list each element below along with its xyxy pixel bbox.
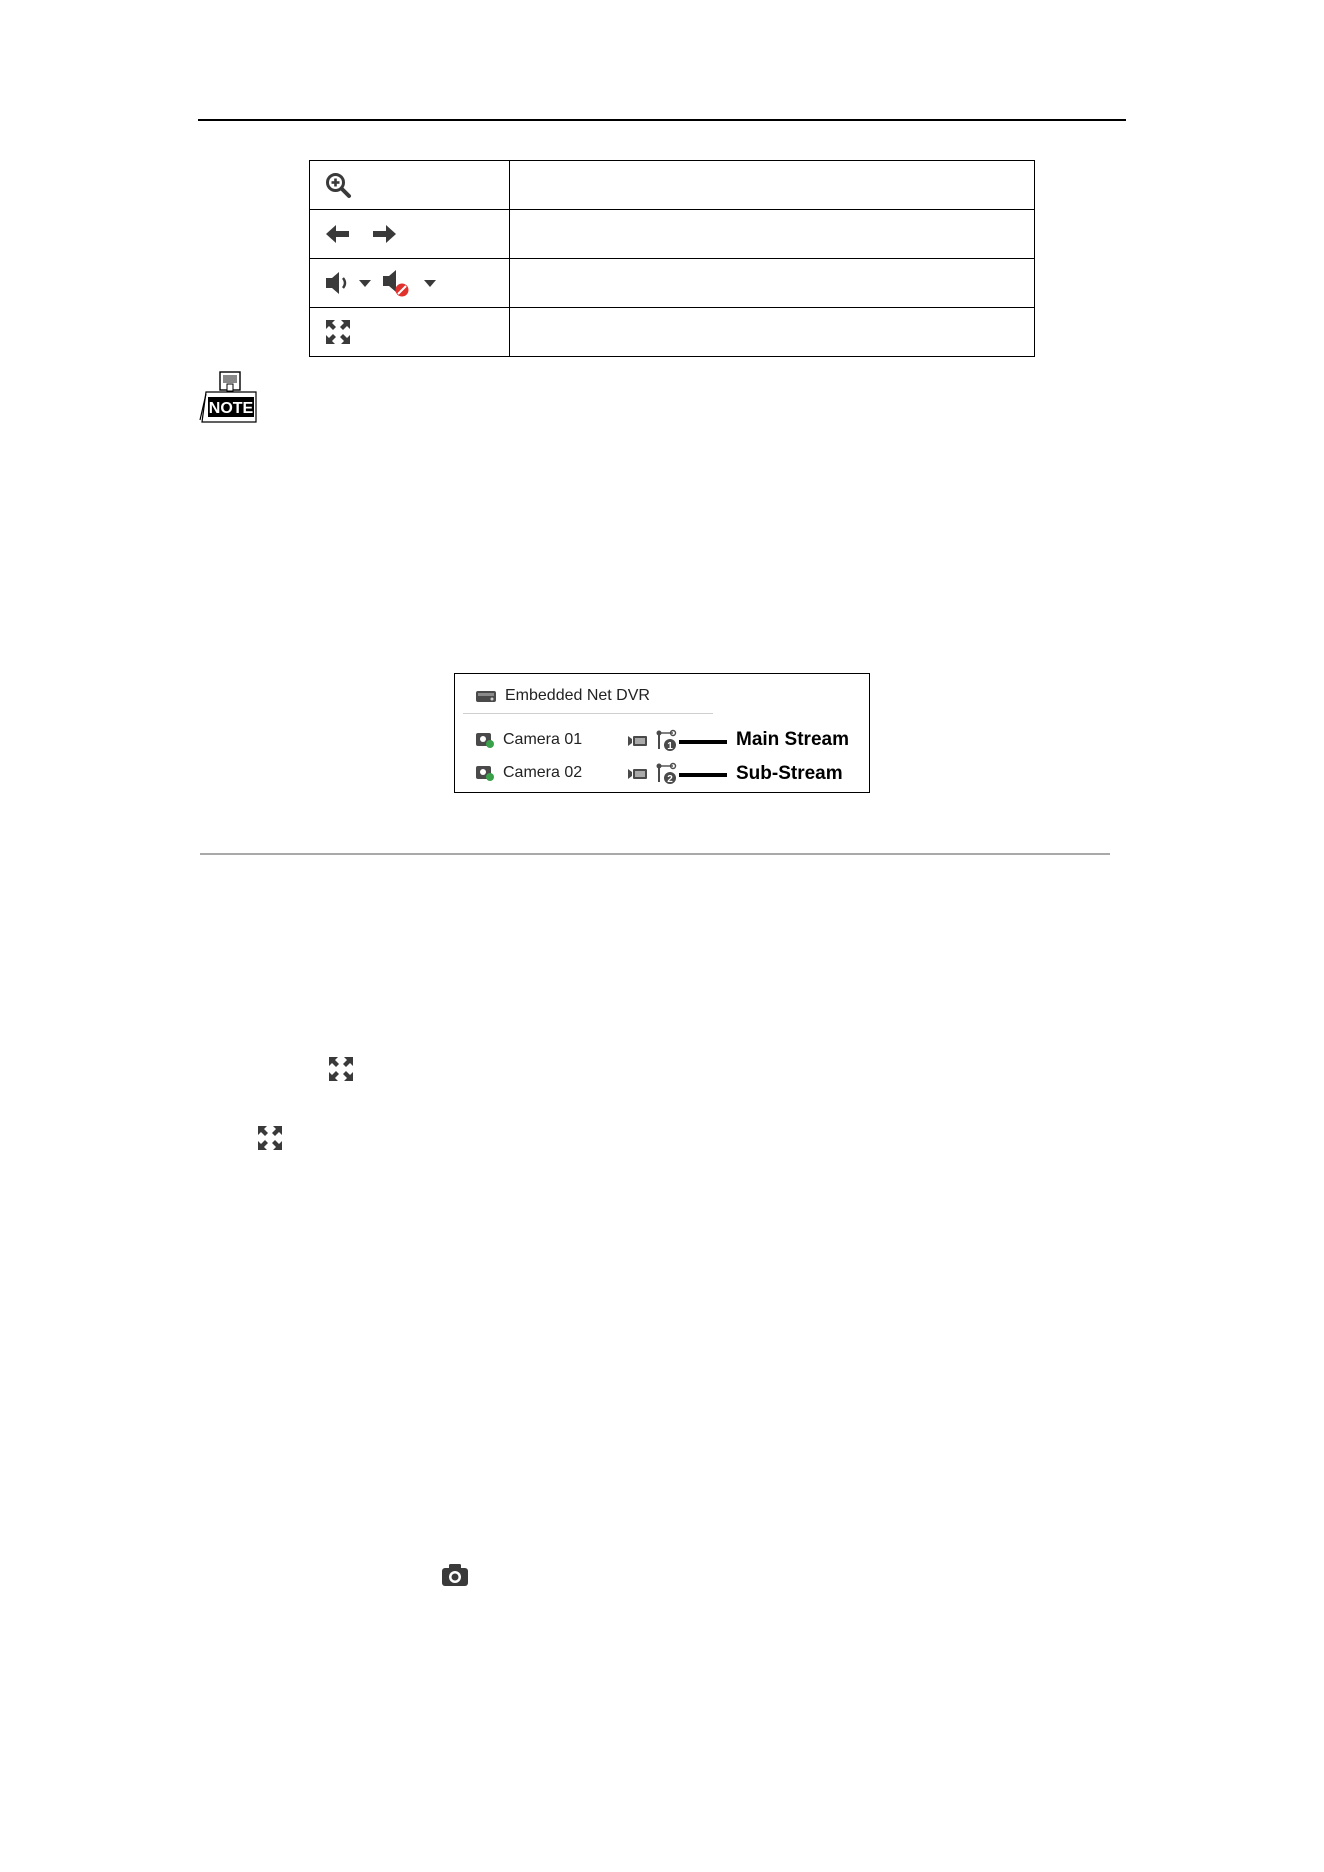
fullscreen-icon[interactable] — [256, 1124, 284, 1152]
camera-online-icon — [475, 764, 495, 782]
dvr-device-icon — [475, 688, 497, 704]
camera-name: Camera 01 — [503, 731, 583, 748]
camera-node[interactable] — [475, 728, 582, 752]
fullscreen-icon[interactable] — [327, 1055, 355, 1083]
note-label: NOTE — [208, 400, 254, 417]
toolbar-icon-table — [309, 160, 1035, 357]
section-rule — [200, 853, 1110, 855]
main-stream-label: Main Stream — [736, 729, 849, 750]
camera-name: Camera 02 — [503, 764, 583, 781]
audio-on-icon[interactable] — [324, 269, 354, 297]
note-icon — [198, 370, 260, 424]
camera-node[interactable] — [475, 761, 582, 785]
callout-line — [679, 773, 727, 777]
live-view-icon[interactable] — [627, 766, 649, 782]
camera-action-icons — [627, 729, 679, 753]
description-cell — [509, 161, 1034, 210]
device-tree-figure — [454, 673, 870, 793]
description-cell — [509, 210, 1034, 259]
icon-cell — [310, 259, 510, 308]
fullscreen-icon[interactable] — [324, 318, 352, 346]
main-stream-icon[interactable] — [655, 729, 679, 753]
svg-text:1: 1 — [667, 741, 673, 752]
dropdown-arrow-icon[interactable] — [358, 278, 372, 288]
device-node[interactable] — [475, 684, 650, 708]
arrow-right-icon[interactable] — [370, 223, 398, 245]
icon-cell — [310, 161, 510, 210]
capture-camera-icon[interactable] — [440, 1562, 470, 1588]
description-cell — [509, 308, 1034, 357]
table-row — [310, 259, 1035, 308]
table-row — [310, 210, 1035, 259]
table-row — [310, 161, 1035, 210]
zoom-in-icon[interactable] — [324, 171, 352, 199]
live-view-icon[interactable] — [627, 733, 649, 749]
arrow-left-icon[interactable] — [324, 223, 352, 245]
dropdown-arrow-icon[interactable] — [423, 278, 437, 288]
callout-line — [679, 740, 727, 744]
device-name: Embedded Net DVR — [505, 687, 650, 704]
svg-text:2: 2 — [667, 774, 673, 785]
table-row — [310, 308, 1035, 357]
tree-divider — [463, 713, 713, 714]
description-cell — [509, 259, 1034, 308]
header-rule — [198, 119, 1126, 121]
audio-mute-icon[interactable] — [381, 268, 411, 298]
camera-online-icon — [475, 731, 495, 749]
icon-cell — [310, 210, 510, 259]
icon-cell — [310, 308, 510, 357]
camera-action-icons — [627, 762, 679, 786]
sub-stream-label: Sub-Stream — [736, 763, 843, 784]
sub-stream-icon[interactable] — [655, 762, 679, 786]
